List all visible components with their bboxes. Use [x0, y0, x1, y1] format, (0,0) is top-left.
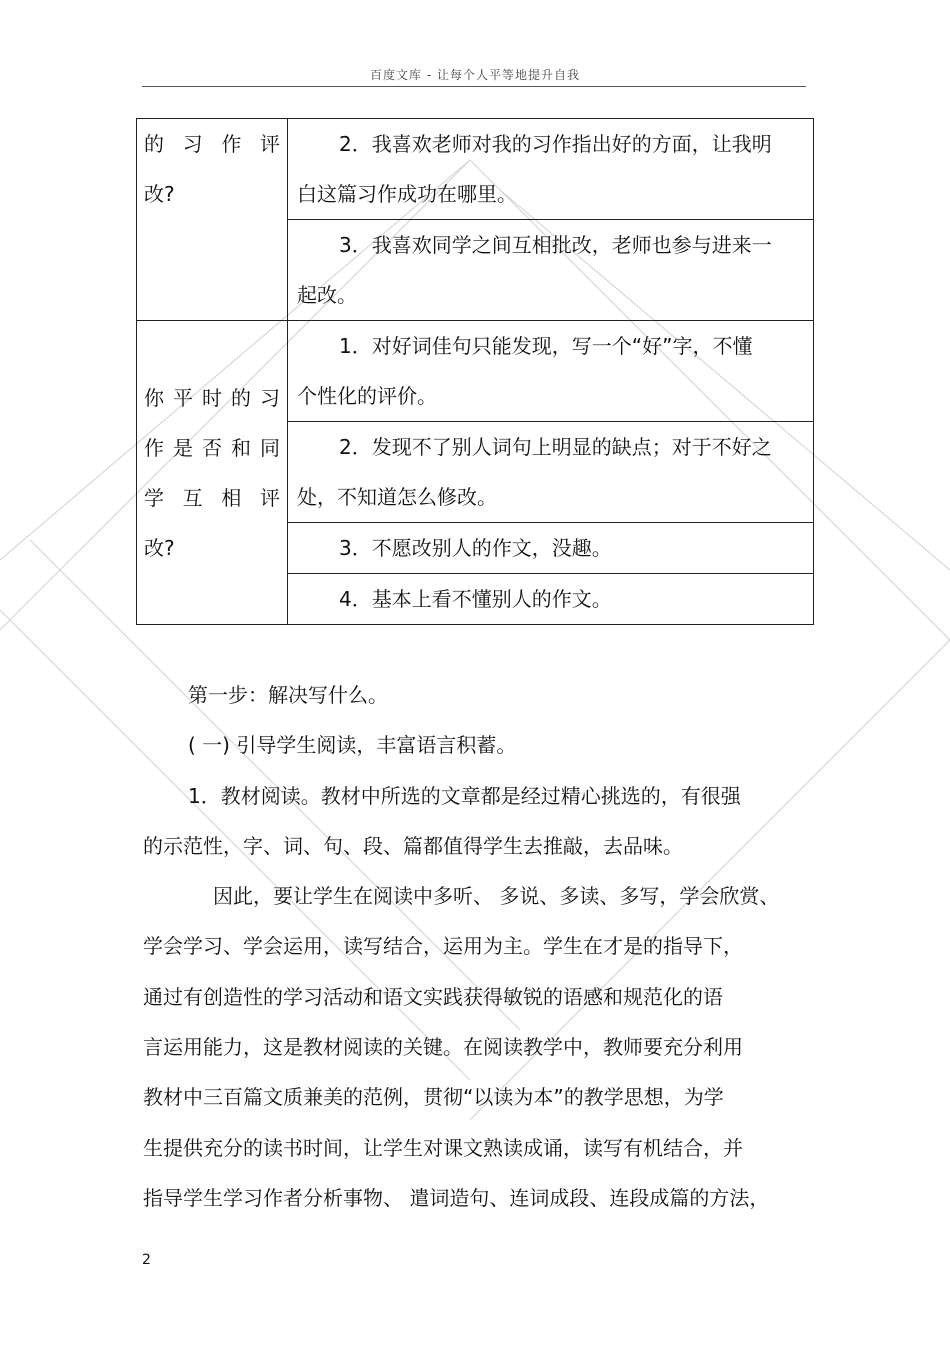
answer-line: 3．不愿改别人的作文，没趣。 — [339, 536, 612, 560]
paragraph-line: 通过有创造性的学习活动和语文实践获得敏锐的语感和规范化的语 — [143, 984, 723, 1009]
answer-line: 3．我喜欢同学之间互相批改，老师也参与进来一 — [339, 233, 772, 257]
header-divider — [142, 86, 806, 87]
question-line: 你平时的习 — [144, 385, 280, 410]
table-row — [137, 119, 814, 220]
answer-cell — [288, 422, 814, 523]
paragraph-line: 因此，要让学生在阅读中多听、 多说、多读、多写，学会欣赏、 — [213, 884, 780, 909]
paragraph-line: 的示范性，字、词、句、段、篇都值得学生去推敲，去品味。 — [143, 833, 683, 858]
answer-line: 1．对好词佳句只能发现，写一个“好”字，不懂 — [339, 334, 753, 358]
paragraph-line: 1．教材阅读。教材中所选的文章都是经过精心挑选的，有很强 — [188, 783, 741, 808]
answer-line: 起改。 — [297, 283, 357, 307]
paragraph-line: 生提供充分的读书时间，让学生对课文熟读成诵，读写有机结合，并 — [143, 1135, 743, 1160]
answer-cell — [288, 523, 814, 574]
paragraph-line: 教材中三百篇文质兼美的范例，贯彻“以读为本”的教学思想，为学 — [143, 1085, 724, 1110]
question-cell — [137, 119, 288, 321]
question-line: 作是否和同 — [144, 435, 280, 460]
answer-cell — [288, 574, 814, 625]
question-line: 的 习 作 评 — [144, 132, 280, 156]
answer-line: 4．基本上看不懂别人的作文。 — [339, 587, 612, 611]
answer-line: 2．发现不了别人词句上明显的缺点；对于不好之 — [339, 435, 772, 459]
answer-line: 白这篇习作成功在哪里。 — [297, 182, 517, 206]
question-line: 改? — [144, 182, 175, 206]
answer-cell — [288, 119, 814, 220]
answer-line: 处，不知道怎么修改。 — [297, 485, 497, 509]
question-cell — [137, 321, 288, 625]
table-row — [137, 321, 814, 422]
page-header: 百度文库 - 让每个人平等地提升自我 — [370, 68, 580, 82]
answer-cell — [288, 321, 814, 422]
paragraph-line: 第一步：解决写什么。 — [188, 683, 388, 707]
answer-cell — [288, 220, 814, 321]
question-line: 改? — [144, 535, 175, 560]
paragraph-line: 指导学生学习作者分析事物、 遣词造句、连词成段、连段成篇的方法， — [143, 1185, 770, 1210]
page-number: 2 — [142, 1252, 151, 1268]
paragraph-line: 学会学习、学会运用，读写结合，运用为主。学生在才是的指导下， — [143, 934, 743, 959]
paragraph-line: ( 一) 引导学生阅读，丰富语言积蓄。 — [188, 733, 517, 758]
answer-line: 2．我喜欢老师对我的习作指出好的方面，让我明 — [339, 132, 772, 156]
paragraph-line: 言运用能力，这是教材阅读的关键。在阅读教学中，教师要充分利用 — [143, 1035, 743, 1060]
answer-line: 个性化的评价。 — [297, 384, 437, 408]
survey-table — [136, 118, 814, 625]
body-text — [143, 670, 808, 1223]
question-line: 学 互 相 评 — [144, 485, 280, 510]
